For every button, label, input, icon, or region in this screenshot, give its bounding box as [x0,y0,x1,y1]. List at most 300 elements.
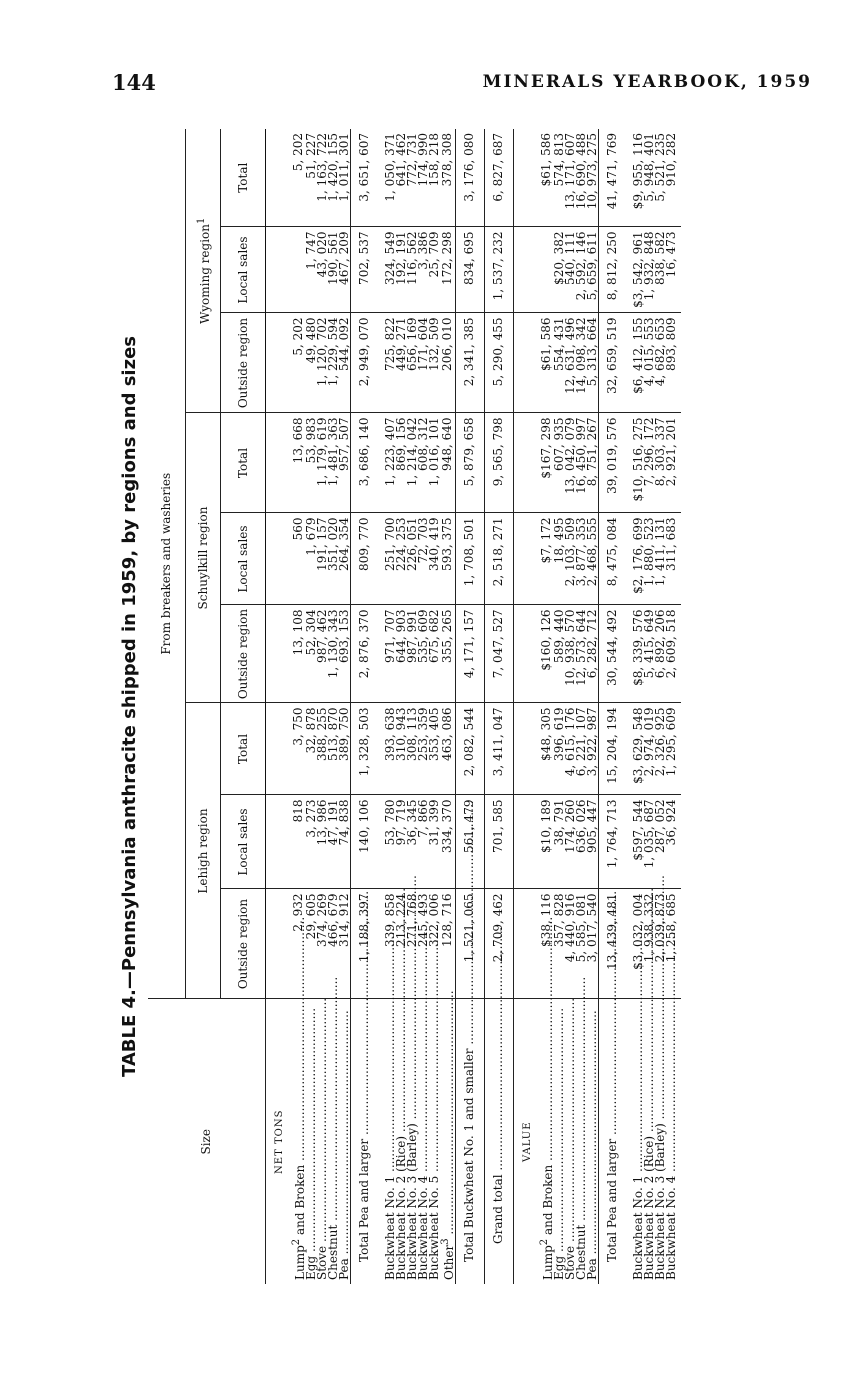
value-cell: 158, 218 [429,129,440,227]
region-footnote: 1 [195,217,207,224]
value-cell: 467, 209 [339,227,351,313]
column-header-outside-region: Outside region [221,889,266,999]
value-cell: 910, 282 [666,129,677,227]
value-cell: 140, 106 [351,795,380,889]
row-label [587,999,599,1284]
value-cell: 589, 440 [554,605,565,703]
value-cell: 1, 120, 702 [317,313,328,413]
value-cell: 322, 006 [429,889,440,999]
anthracite-table [148,129,681,1284]
value-cell: 128, 716 [440,889,456,999]
row-label [429,999,440,1284]
value-cell: 1, 880, 523 [644,513,655,605]
value-cell: 2, 518, 271 [485,513,514,605]
value-cell: 310, 943 [396,703,407,795]
value-cell: 192, 191 [396,227,407,313]
row-label-text: Buckwheat No. 2 (Rice) [642,1135,656,1280]
value-cell: 13, 042, 079 [565,413,576,513]
table-caption: TABLE 4.—Pennsylvania anthracite shipped in 1959, by regions and sizes [119,335,140,1078]
column-header-local-sales: Local sales [221,795,266,889]
running-title: MINERALS YEARBOOK, 1959 [482,72,812,92]
region-name: Lehigh region [195,808,210,894]
row-label-rest: and Broken [293,1164,307,1239]
spacer-cell [514,889,540,999]
value-cell: 13, 668 [291,413,306,513]
value-cell: 2, 468, 555 [587,513,599,605]
value-cell: 2, 103, 509 [565,513,576,605]
value-cell: 13, 439, 481 [599,889,628,999]
value-cell: 52, 304 [306,605,317,703]
value-cell: $38, 116 [539,889,554,999]
value-cell: 5, 313, 664 [587,313,599,413]
value-cell: 1, 223, 407 [385,413,396,513]
value-cell: 9, 565, 798 [485,413,514,513]
value-cell: 12, 631, 496 [565,313,576,413]
row-footnote: 3 [440,1238,451,1245]
value-cell: 206, 010 [440,313,456,413]
value-cell: 16, 450, 997 [576,413,587,513]
value-cell: 16, 690, 488 [576,129,587,227]
value-cell: 3, 273 [306,795,317,889]
value-cell: 1, 747 [306,227,317,313]
spacer-cell [266,795,292,889]
grand-total-row [485,129,514,1284]
value-cell: $10, 516, 275 [633,413,644,513]
value-cell: 190, 561 [328,227,339,313]
value-cell: 957, 507 [339,413,351,513]
value-cell: 608, 312 [418,413,429,513]
row-label-rest: and Broken [541,1164,555,1239]
row-label-text: Stove [315,1245,329,1280]
value-cell: 39, 019, 576 [599,413,628,513]
value-cell: 2, 609, 518 [666,605,677,703]
value-cell: 2, 082, 544 [456,703,485,795]
value-cell: 513, 870 [328,703,339,795]
spacer-cell [514,227,540,313]
value-cell: 13, 171, 607 [565,129,576,227]
value-cell: 3, 017, 540 [587,889,599,999]
value-cell: $7, 172 [539,513,554,605]
value-cell: 97, 719 [396,795,407,889]
value-cell: 1, 214, 042 [407,413,418,513]
value-cell: 4, 171, 157 [456,605,485,703]
row-label-text: Buckwheat No. 1 [631,1175,645,1280]
value-cell: 656, 169 [407,313,418,413]
spacer-cell [514,513,540,605]
value-cell: 396, 619 [554,703,565,795]
value-cell: 544, 092 [339,313,351,413]
value-cell: 8, 475, 084 [599,513,628,605]
value-cell: 271, 768 [407,889,418,999]
value-cell: 334, 370 [440,795,456,889]
value-cell: 388, 255 [317,703,328,795]
value-cell: 809, 770 [351,513,380,605]
value-cell: 191, 157 [317,513,328,605]
leader-dots [664,928,678,1176]
value-cell: 3, 386 [418,227,429,313]
total-label-text: Total Pea and larger [605,1138,619,1262]
value-cell: 1, 050, 371 [385,129,396,227]
value-cell: 3, 877, 353 [576,513,587,605]
region-header [186,703,221,999]
value-cell: 560 [291,513,306,605]
value-cell: 324, 549 [385,227,396,313]
value-cell: 701, 585 [485,795,514,889]
section-title: NET TONS [274,1109,285,1174]
table-row [587,129,599,1284]
table-container [148,129,833,1284]
region-header [186,413,221,703]
value-cell: 693, 153 [339,605,351,703]
page-header [112,70,812,104]
leader-dots [442,990,456,1238]
value-cell: 30, 544, 492 [599,605,628,703]
row-label-text: Buckwheat No. 1 [383,1175,397,1280]
value-cell: 574, 813 [554,129,565,227]
spacer-cell [266,703,292,795]
leader-dots [337,1010,351,1258]
row-footnote: 2 [539,1238,550,1246]
value-cell: 1, 932, 848 [644,227,655,313]
row-label [339,999,351,1284]
value-cell: 116, 562 [407,227,418,313]
value-cell: $2, 176, 699 [633,513,644,605]
value-cell: 16, 473 [666,227,677,313]
value-cell: 12, 573, 644 [576,605,587,703]
value-cell: 2, 921, 201 [666,413,677,513]
value-cell: 10, 973, 275 [587,129,599,227]
value-cell: 2, 876, 370 [351,605,380,703]
value-cell: 869, 156 [396,413,407,513]
value-cell: 3, 176, 080 [456,129,485,227]
value-cell: 7, 047, 527 [485,605,514,703]
row-label-text: Chestnut [326,1224,340,1280]
value-cell: 5, 290, 455 [485,313,514,413]
size-header: Size [148,999,266,1284]
spacer-cell [514,795,540,889]
value-cell: 1, 188, 397 [351,889,380,999]
value-cell: 971, 707 [385,605,396,703]
value-cell: 535, 609 [418,605,429,703]
total-row [599,129,628,1284]
value-cell: 2, 039, 873 [655,889,666,999]
value-cell: 7, 866 [418,795,429,889]
value-cell: 314, 912 [339,889,351,999]
value-cell: 4, 015, 553 [644,313,655,413]
value-cell: 2, 709, 462 [485,889,514,999]
value-cell: 53, 780 [385,795,396,889]
value-cell: $3, 032, 004 [633,889,644,999]
value-cell: 389, 750 [339,703,351,795]
table-row [339,129,351,1284]
column-header-total: Total [221,129,266,227]
value-cell: $160, 126 [539,605,554,703]
value-cell: 5, 415, 649 [644,605,655,703]
value-cell: 3, 922, 987 [587,703,599,795]
value-cell: 49, 480 [306,313,317,413]
value-cell: 1, 764, 713 [599,795,628,889]
leader-dots [427,928,441,1176]
value-cell: 3, 686, 140 [351,413,380,513]
value-cell: $8, 339, 576 [633,605,644,703]
spacer-cell [266,513,292,605]
value-cell: 702, 537 [351,227,380,313]
value-cell: 13, 986 [317,795,328,889]
value-cell: 948, 640 [440,413,456,513]
value-cell: 14, 098, 342 [576,313,587,413]
value-cell: 1, 016, 101 [429,413,440,513]
column-header-outside-region: Outside region [221,605,266,703]
spacer-cell [514,129,540,227]
value-cell: $20, 382 [554,227,565,313]
rotated-table-block [119,129,835,1284]
value-cell: 339, 858 [385,889,396,999]
row-label [440,999,456,1284]
value-cell: $9, 955, 116 [633,129,644,227]
value-cell: 171, 604 [418,313,429,413]
value-cell: 355, 265 [440,605,456,703]
total-label-text: Total Buckwheat No. 1 and smaller [462,1048,476,1262]
value-cell: 3, 651, 607 [351,129,380,227]
value-cell: 987, 462 [317,605,328,703]
table-row [429,129,440,1284]
value-cell: 2, 932 [291,889,306,999]
value-cell: 1, 938, 332 [644,889,655,999]
total-row [351,129,380,1284]
value-cell: 1, 258, 685 [666,889,677,999]
value-cell: 561, 479 [456,795,485,889]
value-cell: 2, 341, 385 [456,313,485,413]
value-cell: 3, 411, 047 [485,703,514,795]
row-label [666,999,677,1284]
value-cell: 2, 326, 925 [655,703,666,795]
value-cell: 893, 809 [666,313,677,413]
value-cell: 675, 682 [429,605,440,703]
spacer-cell [266,227,292,313]
value-cell: 5, 521, 235 [655,129,666,227]
value-cell: 554, 431 [554,313,565,413]
value-cell: 1, 163, 722 [317,129,328,227]
value-cell: 7, 296, 172 [644,413,655,513]
value-cell: 593, 375 [440,513,456,605]
value-cell: 1, 521, 065 [456,889,485,999]
value-cell: 987, 991 [407,605,418,703]
leader-dots [491,926,505,1174]
value-cell: 41, 471, 769 [599,129,628,227]
value-cell: 8, 303, 337 [655,413,666,513]
value-cell: 463, 086 [440,703,456,795]
value-cell: 905, 447 [587,795,599,889]
value-cell: 5, 948, 401 [644,129,655,227]
value-cell: 226, 051 [407,513,418,605]
grand-total-label [485,999,514,1284]
value-cell: 6, 221, 107 [576,703,587,795]
spacer-cell [266,313,292,413]
value-cell: 2, 974, 019 [644,703,655,795]
value-cell: 8, 751, 267 [587,413,599,513]
row-label-text: Buckwheat No. 5 [427,1175,441,1280]
total-label [351,999,380,1284]
leader-dots [585,1010,599,1258]
value-cell: 251, 700 [385,513,396,605]
value-cell: 818 [291,795,306,889]
row-label-text: Pea [585,1258,599,1280]
value-cell: 174, 990 [418,129,429,227]
value-cell: 36, 924 [666,795,677,889]
value-cell: 1, 679 [306,513,317,605]
value-cell: $61, 586 [539,129,554,227]
column-header-local-sales: Local sales [221,513,266,605]
value-cell: 174, 260 [565,795,576,889]
value-cell: $167, 298 [539,413,554,513]
spacer-cell [514,413,540,513]
value-cell: 264, 354 [339,513,351,605]
value-cell: $61, 586 [539,313,554,413]
total-label [599,999,628,1284]
table-row [666,129,677,1284]
row-label-text: Egg [552,1255,566,1280]
value-cell: 1, 035, 687 [644,795,655,889]
value-cell: $6, 412, 155 [633,313,644,413]
row-label-text: Buckwheat No. 4 [416,1175,430,1280]
row-label-text: Buckwheat No. 3 (Barley) [405,1123,419,1280]
value-cell: 10, 938, 570 [565,605,576,703]
value-cell: 4, 682, 653 [655,313,666,413]
value-cell: 4, 615, 176 [565,703,576,795]
value-cell: 72, 703 [418,513,429,605]
value-cell: 31, 399 [429,795,440,889]
value-cell: 1, 179, 619 [317,413,328,513]
value-cell: 607, 935 [554,413,565,513]
spacer-cell [514,703,540,795]
value-cell: 4, 440, 916 [565,889,576,999]
value-cell: 13, 108 [291,605,306,703]
value-cell: 449, 271 [396,313,407,413]
value-cell: 1, 481, 363 [328,413,339,513]
section-heading-row [514,129,540,1284]
value-cell: 1, 229, 594 [328,313,339,413]
row-label-text: Lump [293,1245,307,1280]
value-cell: $3, 542, 961 [633,227,644,313]
value-cell: 772, 731 [407,129,418,227]
value-cell: 1, 420, 155 [328,129,339,227]
total-label [456,999,485,1284]
group-header: From breakers and washeries [148,129,186,999]
value-cell: $597, 544 [633,795,644,889]
total-row [456,129,485,1284]
value-cell: $3, 629, 548 [633,703,644,795]
value-cell: 36, 345 [407,795,418,889]
column-header-total: Total [221,703,266,795]
value-cell: 18, 495 [554,513,565,605]
value-cell: 32, 659, 519 [599,313,628,413]
row-label-text: Chestnut [574,1224,588,1280]
value-cell: 6, 827, 687 [485,129,514,227]
value-cell: 644, 903 [396,605,407,703]
region-name: Schuylkill region [195,506,210,610]
value-cell: 51, 227 [306,129,317,227]
value-cell: 172, 298 [440,227,456,313]
value-cell: $10, 189 [539,795,554,889]
value-cell: 132, 509 [429,313,440,413]
value-cell: 2, 592, 146 [576,227,587,313]
value-cell: 311, 683 [666,513,677,605]
value-cell: 287, 052 [655,795,666,889]
spacer-cell [266,889,292,999]
region-header [186,129,221,413]
row-label-text: Pea [337,1258,351,1280]
value-cell: 25, 709 [429,227,440,313]
value-cell: 38, 791 [554,795,565,889]
value-cell: 357, 828 [554,889,565,999]
value-cell: 5, 202 [291,129,306,227]
spacer-cell [514,313,540,413]
value-cell: 351, 020 [328,513,339,605]
value-cell: 641, 462 [396,129,407,227]
row-footnote: 2 [291,1238,302,1246]
value-cell: 834, 695 [456,227,485,313]
value-cell: 540, 111 [565,227,576,313]
column-header-total: Total [221,413,266,513]
value-cell: 838, 582 [655,227,666,313]
value-cell: $48, 305 [539,703,554,795]
row-label-text: Egg [304,1255,318,1280]
value-cell: 1, 328, 503 [351,703,380,795]
value-cell: 466, 679 [328,889,339,999]
value-cell: 74, 838 [339,795,351,889]
table-row [440,129,456,1284]
value-cell: 29, 605 [306,889,317,999]
row-label-text: Buckwheat No. 3 (Barley) [653,1123,667,1280]
value-cell: 6, 892, 206 [655,605,666,703]
value-cell: 47, 191 [328,795,339,889]
value-cell: 213, 224 [396,889,407,999]
value-cell: 224, 253 [396,513,407,605]
spacer-cell [514,605,540,703]
value-cell: 308, 113 [407,703,418,795]
value-cell: 6, 282, 712 [587,605,599,703]
value-cell: 1, 130, 343 [328,605,339,703]
value-cell: 5, 202 [291,313,306,413]
total-label-text: Total Pea and larger [357,1138,371,1262]
value-cell: 378, 308 [440,129,456,227]
spacer-cell [266,605,292,703]
value-cell: 1, 295, 609 [666,703,677,795]
value-cell: 1, 411, 131 [655,513,666,605]
value-cell: 5, 659, 611 [587,227,599,313]
row-label-text: Buckwheat No. 2 (Rice) [394,1135,408,1280]
value-cell: 3, 750 [291,703,306,795]
value-cell: 253, 359 [418,703,429,795]
value-cell: 340, 419 [429,513,440,605]
value-cell: 1, 537, 232 [485,227,514,313]
value-cell: 32, 878 [306,703,317,795]
row-label-text: Other [442,1244,456,1280]
row-label-text: Lump [541,1245,555,1280]
region-name: Wyoming region [197,224,212,324]
value-cell: 43, 020 [317,227,328,313]
row-label-text: Buckwheat No. 4 [664,1175,678,1280]
value-cell: 5, 585, 081 [576,889,587,999]
grand-total-label-text: Grand total [491,1174,505,1244]
spacer-cell [266,129,292,227]
column-header-outside-region: Outside region [221,313,266,413]
value-cell: 245, 493 [418,889,429,999]
column-header-local-sales: Local sales [221,227,266,313]
value-cell: 5, 879, 658 [456,413,485,513]
row-label-text: Stove [563,1245,577,1280]
value-cell: 725, 822 [385,313,396,413]
